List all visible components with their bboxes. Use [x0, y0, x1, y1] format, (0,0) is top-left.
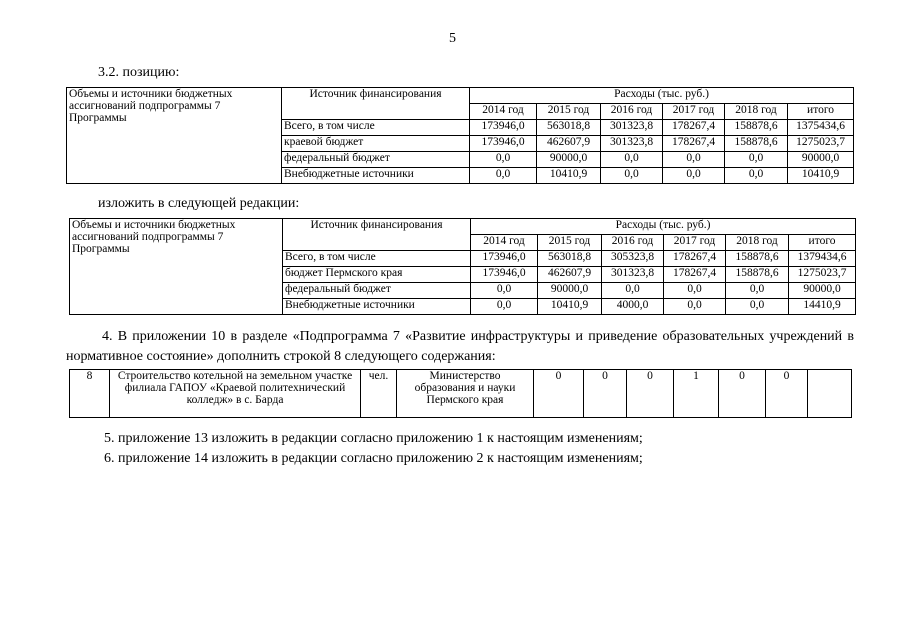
- item-4: 4. В приложении 10 в разделе «Подпрограмма 7 «Развитие инфраструктуры и приведение образовательных учреждений в нормативное состояние» дополнить строкой 8 следующего содержания:: [66, 329, 854, 364]
- old-source-header: Источник финансирования: [282, 88, 470, 120]
- cell: 1379434,6: [789, 251, 856, 267]
- row8-value: 0: [584, 370, 627, 418]
- cell: 0,0: [664, 283, 726, 299]
- cell: 0,0: [663, 152, 725, 168]
- cell: 0,0: [601, 168, 663, 184]
- row-label: федеральный бюджет: [282, 152, 470, 168]
- cell: 301323,8: [602, 267, 664, 283]
- row8-value: [808, 370, 852, 418]
- old-year: 2015 год: [537, 104, 601, 120]
- cell: 1275023,7: [789, 267, 856, 283]
- cell: 10410,9: [537, 168, 601, 184]
- cell: 563018,8: [537, 120, 601, 136]
- cell: 305323,8: [602, 251, 664, 267]
- cell: 10410,9: [538, 299, 602, 315]
- cell: 10410,9: [788, 168, 854, 184]
- cell: 462607,9: [538, 267, 602, 283]
- cell: 1375434,6: [788, 120, 854, 136]
- cell: 0,0: [470, 168, 537, 184]
- row-label: Внебюджетные источники: [283, 299, 471, 315]
- cell: 14410,9: [789, 299, 856, 315]
- cell: 90000,0: [788, 152, 854, 168]
- row-label: федеральный бюджет: [283, 283, 471, 299]
- old-year: 2017 год: [663, 104, 725, 120]
- new-year: итого: [789, 235, 856, 251]
- old-left-label: Объемы и источники бюджетных ассигнований подпрограммы 7 Программы: [67, 88, 282, 184]
- row8-org: Министерство образования и науки Пермского края: [397, 370, 534, 418]
- new-left-label: Объемы и источники бюджетных ассигнований подпрограммы 7 Программы: [70, 219, 283, 315]
- row8-name: Строительство котельной на земельном участке филиала ГАПОУ «Краевой политехнический колледж» в с. Барда: [110, 370, 361, 418]
- cell: 0,0: [602, 283, 664, 299]
- cell: 158878,6: [726, 267, 789, 283]
- cell: 0,0: [601, 152, 663, 168]
- cell: 173946,0: [471, 267, 538, 283]
- cell: 0,0: [726, 299, 789, 315]
- new-expenses-header: Расходы (тыс. руб.): [471, 219, 856, 235]
- cell: 1275023,7: [788, 136, 854, 152]
- row8-num: 8: [70, 370, 110, 418]
- cell: 0,0: [664, 299, 726, 315]
- cell: 0,0: [471, 299, 538, 315]
- cell: 0,0: [725, 168, 788, 184]
- new-year: 2015 год: [538, 235, 602, 251]
- cell: 158878,6: [725, 136, 788, 152]
- cell: 90000,0: [789, 283, 856, 299]
- cell: 178267,4: [664, 267, 726, 283]
- row8-value: 1: [674, 370, 719, 418]
- cell: 173946,0: [470, 136, 537, 152]
- row8-value: 0: [627, 370, 674, 418]
- new-year: 2014 год: [471, 235, 538, 251]
- new-source-header: Источник финансирования: [283, 219, 471, 251]
- row8-value: 0: [766, 370, 808, 418]
- cell: 0,0: [726, 283, 789, 299]
- cell: 90000,0: [538, 283, 602, 299]
- row-label: Всего, в том числе: [283, 251, 471, 267]
- cell: 0,0: [470, 152, 537, 168]
- old-year: 2014 год: [470, 104, 537, 120]
- row-label: краевой бюджет: [282, 136, 470, 152]
- item-3-2: 3.2. позицию:: [98, 65, 180, 80]
- cell: 178267,4: [663, 136, 725, 152]
- row-label: Внебюджетные источники: [282, 168, 470, 184]
- cell: 462607,9: [537, 136, 601, 152]
- cell: 178267,4: [663, 120, 725, 136]
- row8-table: [69, 369, 852, 418]
- cell: 563018,8: [538, 251, 602, 267]
- old-expenses-header: Расходы (тыс. руб.): [470, 88, 854, 104]
- cell: 301323,8: [601, 120, 663, 136]
- old-year: 2016 год: [601, 104, 663, 120]
- page-number: 5: [449, 31, 456, 46]
- new-year: 2016 год: [602, 235, 664, 251]
- cell: 158878,6: [726, 251, 789, 267]
- old-year: итого: [788, 104, 854, 120]
- cell: 158878,6: [725, 120, 788, 136]
- cell: 178267,4: [664, 251, 726, 267]
- new-year: 2018 год: [726, 235, 789, 251]
- cell: 301323,8: [601, 136, 663, 152]
- row-label: Всего, в том числе: [282, 120, 470, 136]
- cell: 0,0: [725, 152, 788, 168]
- cell: 4000,0: [602, 299, 664, 315]
- old-year: 2018 год: [725, 104, 788, 120]
- new-budget-table: [69, 218, 856, 315]
- old-budget-table: [66, 87, 854, 184]
- row8-value: 0: [719, 370, 766, 418]
- cell: 90000,0: [537, 152, 601, 168]
- replace-with-text: изложить в следующей редакции:: [98, 196, 300, 211]
- row-label: бюджет Пермского края: [283, 267, 471, 283]
- row8-value: 0: [534, 370, 584, 418]
- cell: 0,0: [663, 168, 725, 184]
- cell: 0,0: [471, 283, 538, 299]
- new-year: 2017 год: [664, 235, 726, 251]
- item-5: 5. приложение 13 изложить в редакции согласно приложению 1 к настоящим изменениям;: [104, 431, 643, 446]
- cell: 173946,0: [470, 120, 537, 136]
- cell: 173946,0: [471, 251, 538, 267]
- item-6: 6. приложение 14 изложить в редакции согласно приложению 2 к настоящим изменениям;: [104, 451, 643, 466]
- row8-unit: чел.: [361, 370, 397, 418]
- table-row: [70, 370, 852, 418]
